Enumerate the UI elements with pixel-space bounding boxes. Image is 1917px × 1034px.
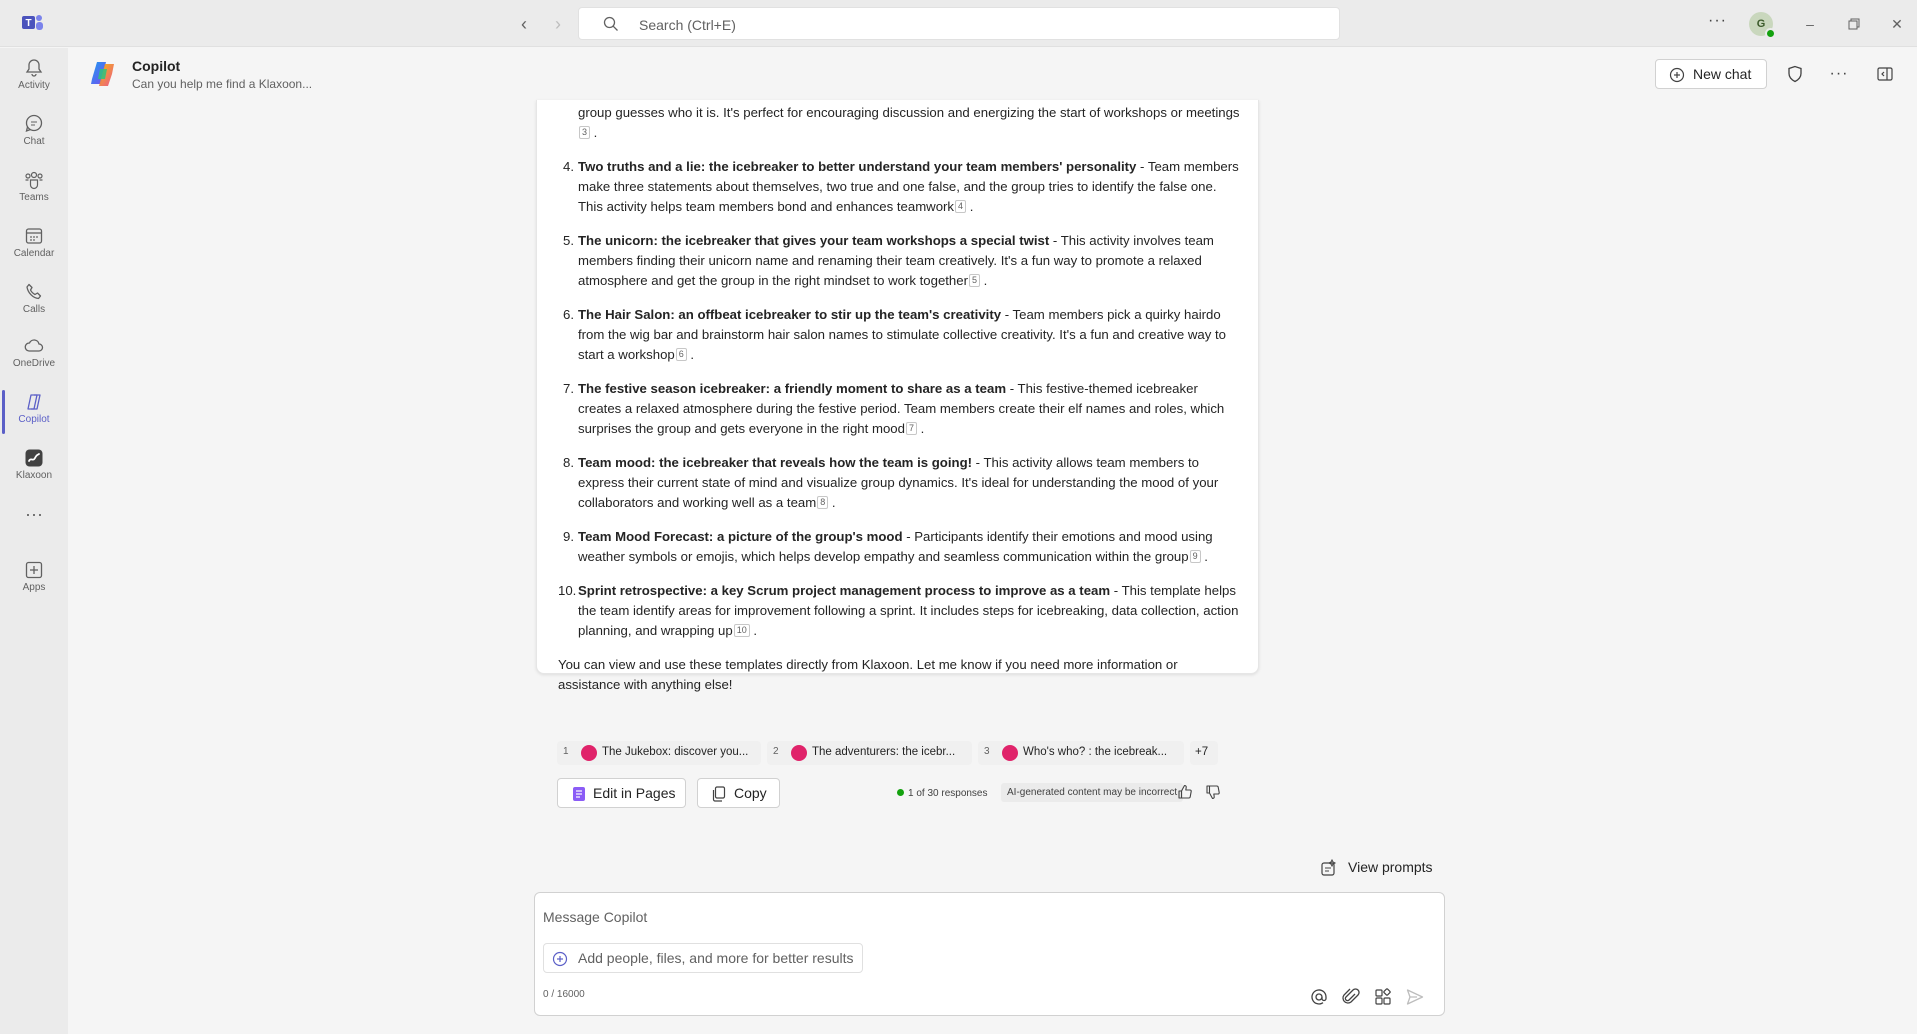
back-arrow-icon[interactable]: ‹ [521,14,527,34]
teams-icon [24,170,44,190]
view-prompts-label: View prompts [1348,859,1433,875]
item-title: The Hair Salon: an offbeat icebreaker to stir up the team's creativity [578,307,1002,322]
new-chat-label: New chat [1693,66,1752,82]
teams-logo-icon[interactable] [22,13,44,33]
apps-icon [24,560,44,580]
citation-marker[interactable]: 3 [579,126,590,139]
main-pane [68,48,1917,1034]
list-number: 7. [563,381,574,396]
list-number: 9. [563,529,574,544]
ai-disclaimer-badge: AI-generated content may be incorrect [1001,783,1183,802]
klaxoon-icon [581,745,597,761]
item-title: Two truths and a lie: the icebreaker to better understand your team members' personality [578,159,1137,174]
item-text: - This template helps the team identify areas for improvement following a sprint. It includes steps for icebreaking, data collection, action planning, and wrapping up [578,583,1239,638]
more-references-count: +7 [1195,746,1209,758]
list-item: 9. Team Mood Forecast: a picture of the group's mood - Participants identify their emotions and mood using weather symbols or emojis, which helps develop empathy and seamless communication within the group 9 . [558,527,1241,567]
rail-item-calendar[interactable] [0,220,68,272]
more-references-button[interactable] [1190,741,1218,765]
rail-label: Calls [22,304,46,315]
thumbs-down-icon[interactable] [1205,784,1221,800]
edit-in-pages-label: Edit in Pages [593,785,676,801]
search-icon [603,16,619,32]
shield-icon[interactable] [1784,63,1806,85]
search-box[interactable] [578,7,1340,40]
list-number: 10. [558,583,577,598]
prompts-icon [1320,859,1338,877]
new-chat-icon [1669,67,1685,83]
status-dot [897,789,904,796]
thumbs-up-icon[interactable] [1177,784,1193,800]
search-placeholder: Search (Ctrl+E) [639,17,736,33]
response-counter [897,788,988,799]
add-context-button[interactable] [543,943,863,973]
reference-chip[interactable] [767,741,972,765]
copy-button[interactable] [697,778,780,808]
closing-text: You can view and use these templates directly from Klaxoon. Let me know if you need more information or assistance with anything else! [558,657,1178,692]
list-item: 4. Two truths and a lie: the icebreaker to better understand your team members' personality - Team members make three statements about themselves, two true and one false, and the group tries to identify the false one. This activity helps team members bond and enhances teamwork 4 . [558,157,1241,217]
citation-marker[interactable]: 10 [734,624,750,637]
copy-icon [712,786,726,802]
pages-icon [572,786,586,802]
side-panel-icon[interactable] [1874,63,1896,85]
klaxoon-icon [1002,745,1018,761]
restore-icon[interactable] [1842,12,1866,36]
mention-icon[interactable] [1309,987,1329,1007]
add-context-label: Add people, files, and more for better results [578,950,854,966]
fragment-text: group guesses who it is. It's perfect for encouraging discussion and energizing the start of workshops or meetings [578,105,1240,120]
citation-marker[interactable]: 4 [955,200,966,213]
item-text: - Participants identify their emotions and mood using weather symbols or emojis, which helps develop empathy and seamless communication within the group [578,529,1213,564]
list-number: 8. [563,455,574,470]
calendar-icon [24,226,44,246]
rail-item-klaxoon[interactable] [0,442,68,494]
citation-marker[interactable]: 7 [906,422,917,435]
response-counter-text: 1 of 30 responses [908,788,988,799]
klaxoon-icon [24,448,44,468]
reference-number: 2 [773,746,779,757]
list-item: 8. Team mood: the icebreaker that reveals how the team is going! - This activity allows team members to express their current state of mind and visualize group dynamics. It's ideal for understanding the mood of your collaborators and working well as a team 8 . [558,453,1241,513]
reference-number: 1 [563,746,569,757]
reference-title: Who's who? : the icebreak... [1023,746,1168,758]
more-icon: ··· [25,504,43,524]
reference-number: 3 [984,746,990,757]
send-icon[interactable] [1405,987,1425,1007]
new-chat-button[interactable] [1655,59,1767,89]
chat-subtitle: Can you help me find a Klaxoon... [132,77,313,91]
rail-item-more[interactable] [0,498,68,550]
rail-item-teams[interactable] [0,164,68,216]
list-number: 4. [563,159,574,174]
list-item: 6. The Hair Salon: an offbeat icebreaker to stir up the team's creativity - Team members pick a quirky hairdo from the wig bar and brainstorm hair salon names to stimulate collective creativity. It's a fun and creative way to start a workshop 6 . [558,305,1241,365]
cloud-icon [24,336,44,356]
item-title: The festive season icebreaker: a friendly moment to share as a team [578,381,1007,396]
response-fragment: group guesses who it is. It's perfect for encouraging discussion and energizing the start of workshops or meetings3 . [578,105,1240,140]
rail-label: Chat [23,136,45,147]
reference-title: The adventurers: the icebr... [812,746,956,758]
response-body [558,83,1241,695]
item-title: Team Mood Forecast: a picture of the group's mood [578,529,903,544]
message-input[interactable] [543,907,1423,927]
presence-available-icon [1765,28,1776,39]
svg-text:T: T [25,18,32,29]
list-item: 10. Sprint retrospective: a key Scrum project management process to improve as a team - This template helps the team identify areas for improvement following a sprint. It includes steps for icebreaking, data collection, action planning, and wrapping up 10 . [558,583,1239,638]
avatar[interactable] [1749,12,1773,36]
copilot-icon [24,392,44,412]
rail-label: Apps [22,582,46,593]
reference-title: The Jukebox: discover you... [602,746,749,758]
list-number: 6. [563,307,574,322]
citation-marker[interactable]: 5 [969,274,980,287]
copilot-logo-icon [88,59,118,89]
list-number: 5. [563,233,574,248]
app-rail [0,48,68,1034]
reference-chip[interactable] [978,741,1184,765]
item-title: The unicorn: the icebreaker that gives your team workshops a special twist [578,233,1050,248]
attach-icon[interactable] [1341,987,1361,1007]
rail-label: Activity [18,80,50,91]
citation-marker[interactable]: 6 [676,348,687,361]
chat-icon [24,114,44,134]
close-icon[interactable]: ✕ [1891,16,1903,32]
klaxoon-icon [791,745,807,761]
apps-grid-icon[interactable] [1373,987,1393,1007]
rail-label: Calendar [13,248,55,259]
rail-item-calls[interactable] [0,276,68,328]
item-text: - This activity allows team members to express their current state of mind and visualize group dynamics. It's ideal for understanding the mood of your collaborators and working well as a team [578,455,1219,510]
item-text: - This festive-themed icebreaker creates a relaxed atmosphere during the festive period. Team members create their elf names and roles, which surprises the group and gets everyone in the right mood [578,381,1225,436]
reference-chip[interactable] [557,741,761,765]
rail-item-onedrive[interactable] [0,330,68,382]
item-title: Sprint retrospective: a key Scrum project management process to improve as a team [578,583,1111,598]
item-text: - Team members pick a quirky hairdo from the wig bar and brainstorm hair salon names to stimulate collective creativity. It's a fun and creative way to start a workshop [578,307,1227,362]
rail-label: Teams [19,192,49,203]
copy-label: Copy [734,785,767,801]
rail-item-copilot[interactable] [0,386,68,438]
item-text: - This activity involves team members finding their unicorn name and renaming their team creatively. It's a fun way to promote a relaxed atmosphere and get the group in the right mindset to work together [578,233,1214,288]
more-options-icon[interactable]: ··· [1829,65,1849,82]
avatar-initial: G [1756,18,1766,30]
citation-marker[interactable]: 8 [817,496,828,509]
rail-label: Klaxoon [15,470,53,481]
title-bar [0,0,1917,47]
phone-icon [24,282,44,302]
add-circle-icon [552,951,568,967]
rail-label: Copilot [18,414,50,425]
edit-in-pages-button[interactable] [557,778,686,808]
bell-icon [24,58,44,78]
copilot-response-card [536,100,1259,692]
rail-item-chat[interactable] [0,108,68,160]
more-options-icon[interactable]: ··· [1708,12,1727,29]
item-title: Team mood: the icebreaker that reveals how the team is going! [578,455,973,470]
citation-marker[interactable]: 9 [1190,550,1201,563]
forward-arrow-icon[interactable]: › [555,14,561,34]
rail-label: OneDrive [12,358,56,369]
list-item: 7. The festive season icebreaker: a friendly moment to share as a team - This festive-themed icebreaker creates a relaxed atmosphere during the festive period. Team members create their elf names and roles, which surprises the group and gets everyone in the right mood 7 . [558,379,1241,439]
minimize-icon[interactable]: – [1806,16,1814,32]
page-title: Copilot [132,58,181,74]
message-composer [534,892,1445,1016]
rail-item-activity[interactable] [0,52,68,104]
item-text: - Team members make three statements about themselves, two true and one false, and the group tries to identify the false one. This activity helps team members bond and enhances teamwork [578,159,1239,214]
list-item: 5. The unicorn: the icebreaker that gives your team workshops a special twist - This activity involves team members finding their unicorn name and renaming their team creatively. It's a fun way to promote a relaxed atmosphere and get the group in the right mindset to work together 5 . [558,231,1241,291]
rail-item-apps[interactable] [0,554,68,606]
character-counter: 0 / 16000 [543,989,585,1000]
